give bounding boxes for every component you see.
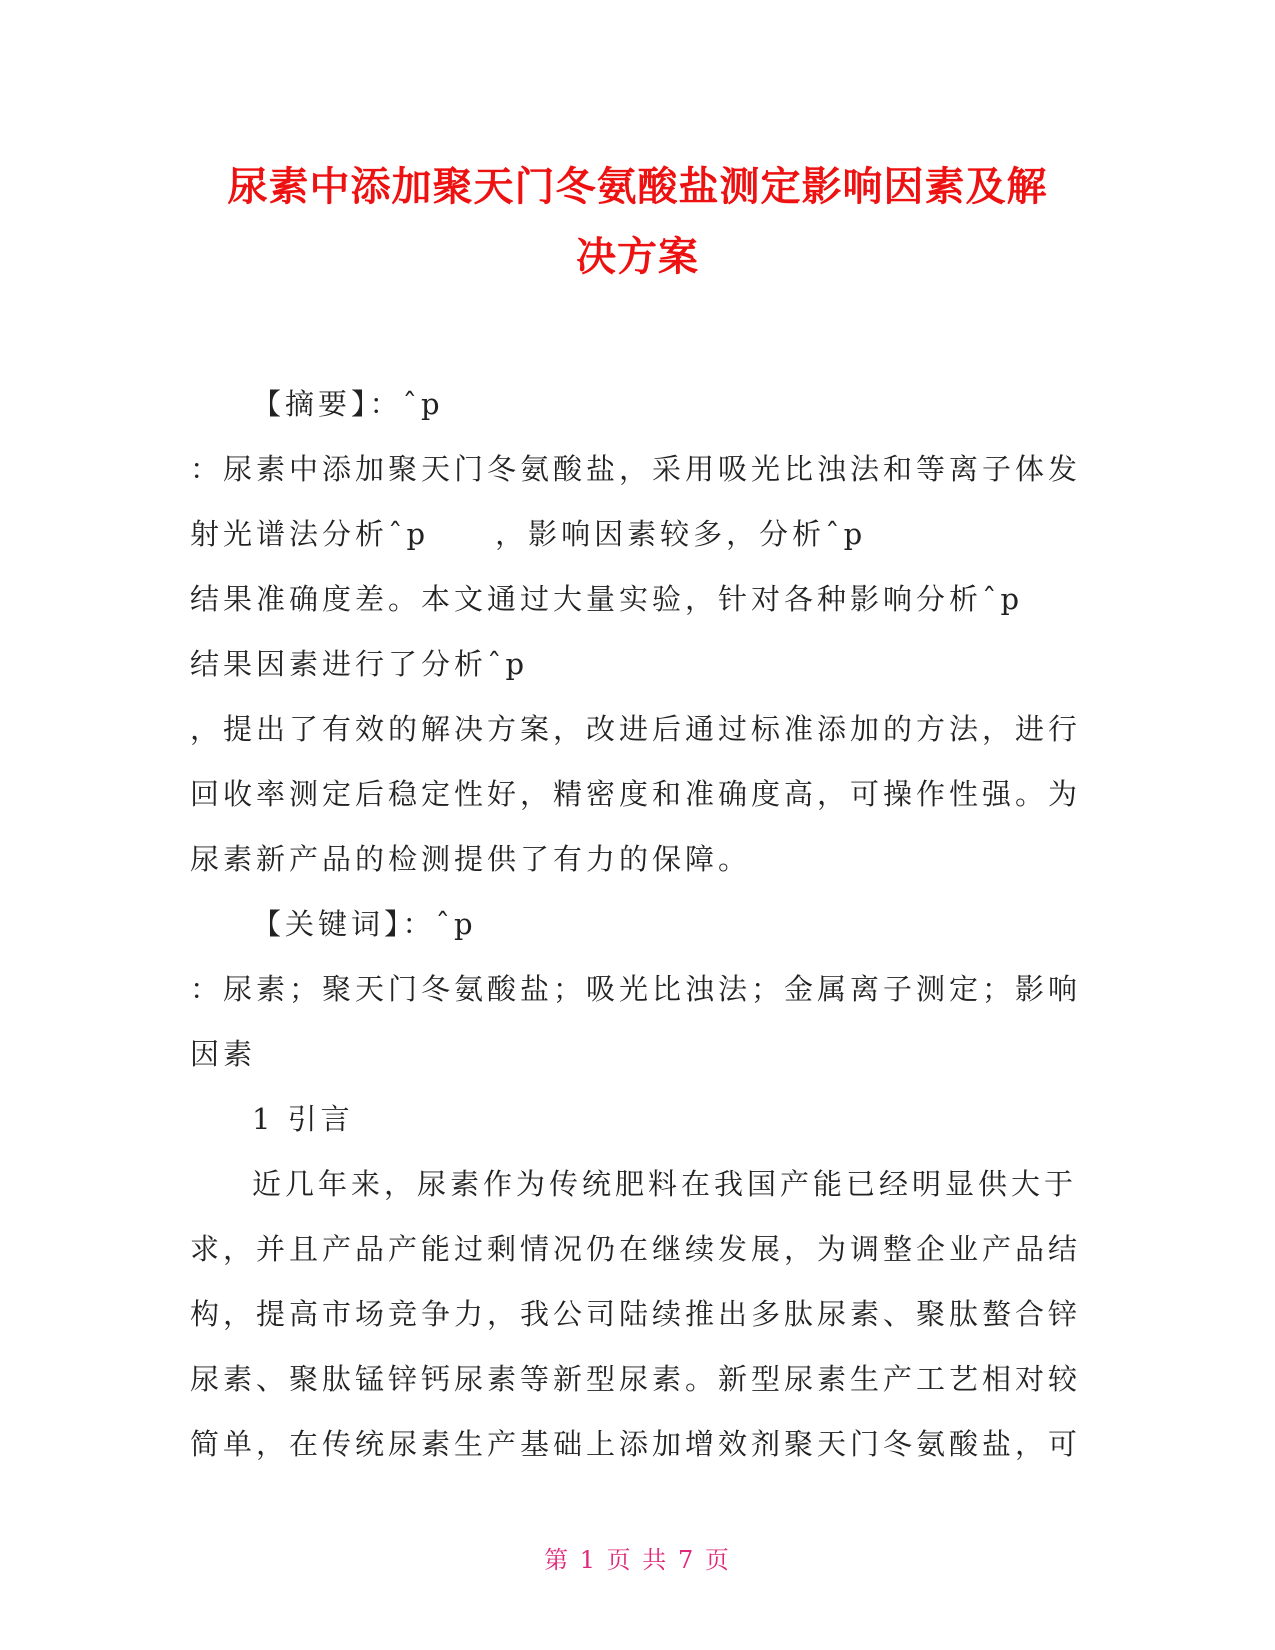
text-line: 近几年来，尿素作为传统肥料在我国产能已经明显供大于 xyxy=(252,1167,1078,1201)
text-line: 回收率测定后稳定性好，精密度和准确度高，可操作性强。为 xyxy=(190,777,1082,811)
text-line: 结果准确度差。本文通过大量实验，针对各种影响分析ˆp xyxy=(190,582,1024,616)
text-line: 【摘要】：ˆp xyxy=(252,387,444,421)
text-line: ，提出了有效的解决方案，改进后通过标准添加的方法，进行 xyxy=(190,712,1082,746)
text-line: 尿素新产品的检测提供了有力的保障。 xyxy=(190,842,752,876)
text-line: 结果因素进行了分析ˆp xyxy=(190,647,529,681)
body-text xyxy=(190,372,1090,1477)
title-line-1: 尿素中添加聚天门冬氨酸盐测定影响因素及解 xyxy=(227,164,1048,210)
text-line: 1 引言 xyxy=(252,1102,354,1136)
text-line: 因素 xyxy=(190,1037,257,1071)
text-line: 构，提高市场竞争力，我公司陆续推出多肽尿素、聚肽螯合锌 xyxy=(190,1297,1082,1331)
text-line: 简单，在传统尿素生产基础上添加增效剂聚天门冬氨酸盐，可 xyxy=(190,1427,1082,1461)
text-line: 尿素、聚肽锰锌钙尿素等新型尿素。新型尿素生产工艺相对较 xyxy=(190,1362,1082,1396)
text-line: 求，并且产品产能过剩情况仍在继续发展，为调整企业产品结 xyxy=(190,1232,1082,1266)
text-line: ：尿素；聚天门冬氨酸盐；吸光比浊法；金属离子测定；影响 xyxy=(190,972,1082,1006)
page-footer: 第 1 页 共 7 页 xyxy=(544,1546,731,1574)
text-line: 射光谱法分析ˆp ，影响因素较多，分析ˆp xyxy=(190,517,867,551)
document-title xyxy=(150,152,1125,292)
text-line: 【关键词】：ˆp xyxy=(252,907,477,941)
text-line: ：尿素中添加聚天门冬氨酸盐，采用吸光比浊法和等离子体发 xyxy=(190,452,1082,486)
title-line-2: 决方案 xyxy=(576,234,699,280)
